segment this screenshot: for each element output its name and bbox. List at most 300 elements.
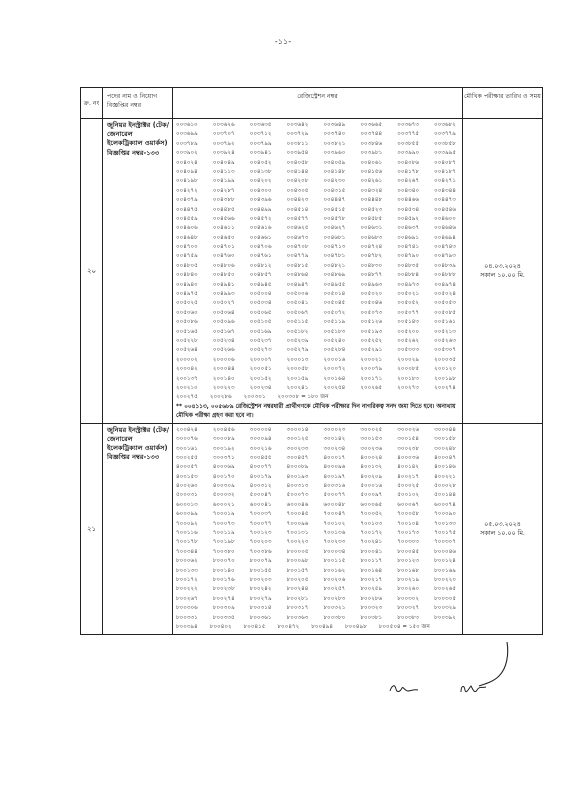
registration-number: ০০৪৪৬৬ bbox=[397, 197, 420, 204]
registration-number: ৩০০০২৫ bbox=[360, 426, 383, 433]
registration-number: ৪০০১৯৩ bbox=[286, 473, 309, 480]
registration-number: ৪০০১৭৯ bbox=[249, 473, 272, 480]
registration-line bbox=[176, 365, 460, 374]
registration-number: ০০৪০৫৮ bbox=[286, 159, 309, 166]
registration-number: ৭০০০৯০ bbox=[434, 511, 456, 518]
interview-date-cell bbox=[463, 423, 543, 635]
registration-number: ০০৪৬২৫ bbox=[286, 225, 309, 232]
registration-line bbox=[176, 557, 460, 566]
registration-number: ৮০০২০৬ bbox=[323, 576, 346, 583]
registration-number: ৮০০১২৪ bbox=[434, 558, 456, 565]
registration-number: ০০৪৩৭৯ bbox=[176, 197, 198, 204]
row-serial: ২১ bbox=[81, 423, 103, 635]
registration-number: ০০৪৫১৪ bbox=[286, 206, 309, 213]
registration-number: ০০৪২০২ bbox=[249, 178, 272, 185]
registration-number: ৭০০১৭৮ bbox=[176, 539, 198, 546]
registration-number: ৪০০১৫৩ bbox=[176, 473, 198, 480]
registration-number: ০০৩৮৫৮ bbox=[434, 140, 456, 147]
registration-number: ০০৫১০৫ bbox=[249, 319, 272, 326]
registration-line bbox=[176, 177, 460, 186]
registration-number: ২০০০১৩ bbox=[286, 356, 309, 363]
registration-number: ৭০০১৩১ bbox=[286, 530, 309, 537]
registration-number: ০০৪৮৫০ bbox=[212, 272, 235, 279]
registration-number: ৮০০২৬৫ bbox=[434, 586, 456, 593]
registration-number: ৮০০০৩৪ bbox=[323, 548, 346, 555]
registration-number: ০০৫২১৩ bbox=[434, 328, 456, 335]
registration-number: ৮০০২২০ bbox=[434, 576, 456, 583]
registration-number: ২০০০২৯ bbox=[397, 356, 420, 363]
registration-number: ৭০০০৪৭ bbox=[323, 511, 346, 518]
registration-number: ০০৪৬৫০ bbox=[212, 234, 235, 241]
registration-number: ৮০০১৭৬ bbox=[212, 576, 235, 583]
registration-number: ৭০০২৩৩ bbox=[323, 539, 346, 546]
registration-number: ০০৪৭৪৩ bbox=[434, 244, 456, 251]
registration-number: ০০৪৬৬১ bbox=[249, 234, 272, 241]
registration-number: ৩০০২৩৮ bbox=[397, 445, 420, 452]
registration-number: ৮০০৩৮৩ bbox=[397, 614, 420, 621]
registration-line bbox=[176, 262, 460, 271]
registration-number: ৮০০০৪১ bbox=[360, 548, 383, 555]
registration-number: ২০০১২০ bbox=[434, 366, 456, 373]
registration-number: ৮০০৩৬৩ bbox=[286, 614, 309, 621]
registration-number: ০০৫২৬৬ bbox=[212, 347, 235, 354]
registration-number: ৭০০১০৩ bbox=[360, 520, 383, 527]
registration-number: ০০৩৬৬৫ bbox=[360, 122, 383, 128]
registration-line bbox=[176, 538, 460, 547]
registration-number: ০০৪৯৭৪ bbox=[434, 281, 456, 288]
registration-number: ০০৪৩৪০ bbox=[397, 187, 420, 194]
registration-line bbox=[176, 623, 460, 632]
registration-number: ০০৩৯৯০ bbox=[397, 150, 420, 157]
registration-number: ০০৩৯০২ bbox=[176, 150, 198, 157]
registration-line bbox=[176, 393, 460, 402]
registration-number: ৭০০১৭৩ bbox=[397, 530, 420, 537]
registration-number: ০০৪৬৩৭ bbox=[397, 225, 420, 232]
registration-number: ৮০০৫০৪ = ১৫০ জন bbox=[378, 623, 430, 630]
registration-number: ০০৩৬৪৯ bbox=[323, 122, 346, 128]
registration-number: ০০৪৮৬৯ bbox=[323, 272, 346, 279]
registration-number: ০০৪৪৯৯ bbox=[249, 206, 272, 213]
registration-number: ৭০০১০৪ bbox=[397, 520, 420, 527]
registration-number: ০০৫০০৪ bbox=[249, 291, 272, 298]
registration-number: ০০৩৯৯৫ bbox=[434, 150, 456, 157]
registration-number: ০০৪৮৩৫ bbox=[397, 262, 420, 269]
registration-line bbox=[176, 271, 460, 280]
registration-line bbox=[176, 520, 460, 529]
registration-number: ০০৫১৬৭ bbox=[212, 328, 235, 335]
registration-number: ০০৪৬৮৩ bbox=[360, 234, 383, 241]
registration-number: ৮০০৩৯২ bbox=[434, 614, 456, 621]
registration-number: ০০৪৭০৬ bbox=[249, 244, 272, 251]
registration-number: ২০০০৫৮ bbox=[286, 366, 309, 373]
registration-line bbox=[176, 473, 460, 482]
registration-number: ০০৪৫৭৮ bbox=[323, 215, 346, 222]
registration-number: ০০৪০৯৪ bbox=[176, 168, 198, 175]
registration-number: ৭০০০৯২ bbox=[176, 520, 198, 527]
registration-number: ০০৪৭০১ bbox=[212, 244, 235, 251]
registration-number: ০০৪৯৭৫ bbox=[176, 291, 198, 298]
registration-number: ০০৪৮৪০ bbox=[176, 272, 198, 279]
registration-number: ০০৪৩০৫ bbox=[286, 187, 309, 194]
registration-number: ০০৫২৬২ bbox=[397, 337, 420, 344]
registration-number: ৪০০২০৯ bbox=[360, 473, 383, 480]
registration-number: ৩০০৪৫৭ bbox=[286, 454, 309, 461]
registration-number: ৮০০৪০২ bbox=[209, 623, 232, 630]
registration-number: ০০৫১২৬ bbox=[360, 319, 383, 326]
registration-number: ০০৩৭৪০ bbox=[323, 131, 346, 138]
registration-number: ০০৪০৪৯ bbox=[212, 159, 235, 166]
registration-number: ০০৪০৫২ bbox=[249, 159, 272, 166]
registration-line bbox=[176, 454, 460, 463]
registration-number: ৬০০০৯৯ bbox=[176, 511, 198, 518]
registration-number: ০০৪৯৫৫ bbox=[323, 281, 346, 288]
registration-number: ২০০০৮৫ bbox=[397, 366, 420, 373]
registration-number: ০০৪৮৬৪ bbox=[286, 272, 309, 279]
registration-number: ২০০০৩৫ bbox=[434, 356, 456, 363]
registration-number: ৬০০০২১ bbox=[212, 501, 235, 508]
registration-number: ০০৪৩২৪ bbox=[360, 187, 383, 194]
registration-number: ৭০০০৯৬ bbox=[286, 520, 309, 527]
registration-number: ৭০০০৫৮ bbox=[397, 511, 420, 518]
registration-number: ০০৪৫৪৬ bbox=[434, 206, 456, 213]
registration-number: ০০৫১১৫ bbox=[286, 319, 309, 326]
registration-number: ৪০০১৪৬ bbox=[434, 464, 456, 471]
registration-number: ৮০০২৫৯ bbox=[360, 586, 383, 593]
registration-number: ৭০০০৩৭ bbox=[249, 511, 272, 518]
registration-number: ০০৩৯৮১ bbox=[360, 150, 383, 157]
registration-line bbox=[176, 243, 460, 252]
registration-number: ০০৩৯৬০ bbox=[323, 150, 346, 157]
registration-number: ৪০০৩১৩ bbox=[286, 483, 309, 490]
registration-number: ৮০০৩০৯ bbox=[212, 605, 235, 612]
registration-number: ৮০০১৭২ bbox=[176, 576, 198, 583]
registration-number: ০০৫০২৪ bbox=[434, 291, 456, 298]
registration-number: ৮০০২৮৩ bbox=[323, 595, 346, 602]
registration-number: ০০৫০২০ bbox=[360, 291, 383, 298]
registration-line bbox=[176, 426, 460, 435]
registration-number: ০০৩৭৪৪ bbox=[360, 131, 383, 138]
registration-number: ৮০০৩০৫ bbox=[434, 595, 456, 602]
registration-number: ০০৪৫২৩ bbox=[360, 206, 383, 213]
registration-number: ৮০০০৪৬ bbox=[434, 548, 456, 555]
registration-number: ০০৪৯৪৭ bbox=[286, 281, 309, 288]
registration-number: ০০৫১৬১ bbox=[434, 319, 456, 326]
registration-number: ০০৪৩৪৪ bbox=[434, 187, 456, 194]
registration-number: ২০০৪২৪ bbox=[176, 426, 198, 433]
registration-number: ৩০০৪৫৫ bbox=[249, 454, 272, 461]
header-post: পদের নাম ও নিয়োগ বিজ্ঞপ্তির নম্বর bbox=[103, 88, 173, 119]
registration-line bbox=[176, 328, 460, 337]
registration-number: ০০৪৬৮১ bbox=[323, 234, 346, 241]
registration-line bbox=[176, 346, 460, 355]
registration-number: ০০৩৯৫৪ bbox=[286, 150, 309, 157]
registration-number: ০০৪৭৯০ bbox=[397, 253, 420, 260]
registration-line bbox=[176, 299, 460, 308]
interview-date: ০৫.০৩.২০২৪ bbox=[484, 521, 521, 529]
registration-line bbox=[176, 290, 460, 299]
registration-number: ২০০১৫২ bbox=[249, 375, 272, 382]
registration-line bbox=[176, 215, 460, 224]
registration-number: ০০৫১৯৩ bbox=[360, 328, 383, 335]
registration-number: ০০৪৬০৬ bbox=[176, 225, 198, 232]
post-name: জুনিয়র ইনস্ট্রাক্টর (টেক/জেনারেল ইলেকট্রিক্যাল ওয়ার্কস) বিজ্ঞপ্তির নম্বর-১৩৩ bbox=[103, 119, 173, 424]
registration-number: ০০৫২৩৯ bbox=[286, 337, 309, 344]
registration-number: ০০৪৮৩০ bbox=[360, 262, 383, 269]
registration-number: ০০৪৪৪৮ bbox=[360, 197, 383, 204]
registration-number: ২০০১৫৯ bbox=[286, 375, 309, 382]
registration-number: ০০৪৫৫৯ bbox=[176, 215, 198, 222]
registration-number: ৮০০২৮৬ bbox=[360, 595, 383, 602]
registration-number: ০০৫১৬৯ bbox=[249, 328, 272, 335]
registration-number: ০০৩৭৮৯ bbox=[176, 140, 198, 147]
registration-number: ৩০০০৭৬ bbox=[176, 436, 198, 443]
registration-number: ০০৫০৮৫ bbox=[434, 309, 456, 316]
registration-number: ০০৪৩১৫ bbox=[323, 187, 346, 194]
registration-line bbox=[176, 140, 460, 149]
registration-number: ০০৫০৭৩ bbox=[360, 309, 383, 316]
registration-number: ০০৩৬৯৯ bbox=[176, 131, 198, 138]
registration-number: ০০৫০২৭ bbox=[212, 300, 235, 307]
registration-line bbox=[176, 187, 460, 196]
registration-number: ২০০২৭৪ bbox=[434, 384, 456, 391]
registration-line bbox=[176, 252, 460, 261]
registration-number: ৫০০০২৫ bbox=[397, 483, 420, 490]
registration-number: ০০৪৯৪০ bbox=[176, 281, 198, 288]
registration-number: ২০০০০৭ bbox=[249, 356, 272, 363]
registration-number: ৮০০৩৯৪ bbox=[176, 623, 198, 630]
registration-line bbox=[176, 435, 460, 444]
registration-number: ৪০০১৭০ bbox=[212, 473, 235, 480]
registration-line bbox=[176, 196, 460, 205]
registration-number: ০০৪৮৩৯ bbox=[434, 262, 456, 269]
registration-number: ০০৫০৬৫ bbox=[249, 309, 272, 316]
registration-number: ০০৪৫১৫ bbox=[323, 206, 346, 213]
registration-number: ৮০০২৮১ bbox=[286, 595, 309, 602]
registration-number: ০০৪০৬১ bbox=[360, 159, 383, 166]
registration-number: ০০৫১৮৩ bbox=[323, 328, 346, 335]
registration-number: ০০৪০৫৯ bbox=[323, 159, 346, 166]
registration-number: ৪০০০৯৬ bbox=[323, 464, 346, 471]
registration-number: ৩০০০৪৪ bbox=[434, 426, 456, 433]
registration-number: ০০৪৬০০ bbox=[434, 215, 456, 222]
registration-number: ৩০০১৬১ bbox=[176, 445, 198, 452]
registration-number: ০০৪৪২৩ bbox=[286, 197, 309, 204]
registration-number: ০০৪১৪৪ bbox=[286, 168, 309, 175]
registration-number: ২০০০৭২ bbox=[323, 366, 346, 373]
registration-line bbox=[176, 604, 460, 613]
registration-number: ৩০০৩৭১ bbox=[212, 454, 235, 461]
registration-number: ০০৪৮১৫ bbox=[286, 262, 309, 269]
registration-number: ৪০০০২৪ bbox=[360, 454, 383, 461]
registration-number: ২০০২২৩ bbox=[212, 384, 235, 391]
registration-line bbox=[176, 491, 460, 500]
signature-right bbox=[455, 640, 513, 700]
registration-number: ৭০০৩৪৪ bbox=[176, 548, 198, 555]
registration-number: ০০৫২৯১ bbox=[360, 347, 383, 354]
registration-line bbox=[176, 318, 460, 327]
registration-number: ৭০০১১৯ bbox=[212, 530, 235, 537]
registration-number: ০০৪৫৯২ bbox=[397, 215, 420, 222]
registration-number: ০০৪২৩০ bbox=[323, 178, 346, 185]
registration-number: ০০৪৬৪৮ bbox=[176, 234, 198, 241]
registration-number: ৮০০২৪৪ bbox=[286, 586, 309, 593]
registration-number: ৫০০০৭৭ bbox=[323, 492, 346, 499]
registration-number: ০০৩৮২১ bbox=[323, 140, 346, 147]
registration-number: ৪০০০৬৯ bbox=[212, 464, 235, 471]
registration-number: ০০৪৯৬৩ bbox=[360, 281, 383, 288]
registration-number: ২০০০৪৪ bbox=[212, 366, 235, 373]
registration-number: ২০০২৭৫ bbox=[176, 394, 198, 401]
registration-number: ৮০০০৭০ bbox=[212, 558, 235, 565]
registration-number: ৫০০১৪৪ bbox=[434, 492, 456, 499]
registration-number: ৭০০০৭৭ bbox=[249, 520, 272, 527]
registration-number: ০০৪৩৮৮ bbox=[212, 197, 235, 204]
registration-number: ০০৪৮২১ bbox=[323, 262, 346, 269]
registration-number: ৬০০০৭৪ bbox=[434, 501, 456, 508]
registration-number: ০০৩৬২৬ bbox=[212, 122, 235, 128]
registration-number: ৬০০০৪১ bbox=[249, 501, 272, 508]
registration-number: ২০০২৮৬ bbox=[209, 394, 232, 401]
registration-number: ৮০০১৬২ bbox=[323, 567, 346, 574]
header-serial: ক্র. নং bbox=[81, 88, 103, 119]
registration-number: ৮০০৪৯৪ bbox=[311, 623, 334, 630]
registration-number: ৪০০০৫৭ bbox=[176, 464, 198, 471]
registration-number: ৮০০১২৩ bbox=[397, 558, 420, 565]
registration-number: ০০৪১৩৮ bbox=[249, 168, 272, 175]
registration-number: ০০৩৭৯২ bbox=[212, 140, 235, 147]
registration-number: ০০৪৭৯৩ bbox=[434, 253, 456, 260]
registration-number: ২০০২৫৪ bbox=[323, 384, 346, 391]
registration-number: ২০০১৮৩ bbox=[397, 375, 420, 382]
registration-number: ০০৪১৮৭ bbox=[434, 168, 456, 175]
registration-number: ০০৫২৩৭ bbox=[249, 337, 272, 344]
registration-number: ২০০৩০৮ = ১৮০ জন bbox=[277, 394, 329, 401]
registration-number: ০০৪৮৭৭ bbox=[360, 272, 383, 279]
registration-number: ৪০০২১৭ bbox=[397, 473, 420, 480]
registration-number: ৮০০২৭৯ bbox=[249, 595, 272, 602]
registration-number: ৭০০১৭৫ bbox=[434, 530, 456, 537]
registration-number: ০০৪৪৮৫ bbox=[212, 206, 235, 213]
registration-number: ৮০০০৯৮ bbox=[286, 558, 309, 565]
registration-number: ২০০০৫১ bbox=[249, 366, 272, 373]
registration-number: ৮০০১৫৭ bbox=[286, 567, 309, 574]
registration-numbers bbox=[173, 119, 463, 424]
page-number: -১১- bbox=[274, 37, 292, 46]
registration-number: ০০৫০০৬ bbox=[286, 291, 309, 298]
registration-number: ৪০০০৮৯ bbox=[286, 464, 309, 471]
registration-number: ০০৫০২১ bbox=[397, 291, 420, 298]
registration-number: ০০৪৫৭৭ bbox=[286, 215, 309, 222]
registration-line bbox=[176, 159, 460, 168]
registration-number: ৭০০১৩৬ bbox=[323, 530, 346, 537]
registration-number: ৭০০০৭৩ bbox=[212, 520, 235, 527]
registration-number: ০০৫২৪০ bbox=[323, 337, 346, 344]
registration-number: ৬০০০১৩ bbox=[176, 501, 198, 508]
registration-number: ৭০০০১৯ bbox=[212, 511, 235, 518]
registration-number: ২০০২১০ bbox=[176, 384, 198, 391]
registration-number: ০০৪০৮৬ bbox=[397, 159, 420, 166]
registration-number: ৩০০০৯৪ bbox=[249, 436, 272, 443]
registration-number: ০০৪৭৬১ bbox=[249, 253, 272, 260]
row-serial: ২০ bbox=[81, 119, 103, 424]
registration-number: ০০৪৮০৫ bbox=[176, 262, 198, 269]
header-registration: রেজিস্ট্রেশন নম্বর bbox=[173, 88, 463, 119]
registration-number: ৭০০১১৬ bbox=[176, 530, 198, 537]
registration-number: ০০৪৭৮১ bbox=[323, 253, 346, 260]
registration-number: ৪০০০৪৭ bbox=[434, 454, 456, 461]
registration-number: ০০৩৯৪১ bbox=[249, 150, 272, 157]
registration-number: ৭০০৩০৩ bbox=[397, 539, 420, 546]
registration-line bbox=[176, 384, 460, 393]
registration-number: ০০৩৭২৯ bbox=[286, 131, 309, 138]
registration-number: ০০৪৭৮২ bbox=[360, 253, 383, 260]
registration-number: ৪০০৩০৯ bbox=[212, 483, 235, 490]
registration-number: ০০৪৮৫৭ bbox=[249, 272, 272, 279]
registration-line bbox=[176, 482, 460, 491]
registration-line bbox=[176, 168, 460, 177]
registration-number: ৪০০২৬০ bbox=[176, 483, 198, 490]
registration-number: ০০৪৭৭৯ bbox=[286, 253, 309, 260]
registration-number: ৪০০০৭৭ bbox=[249, 464, 272, 471]
registration-number: ০০৩৯২৪ bbox=[212, 150, 235, 157]
registration-number: ০০৪৬১৬ bbox=[249, 225, 272, 232]
registration-number: ২০০৩০১ bbox=[243, 394, 266, 401]
registration-number: ৮০০৪১৫ bbox=[243, 623, 266, 630]
registration-number: ০০৩৮১১ bbox=[286, 140, 309, 147]
registration-number: ৭০০২২৩ bbox=[286, 539, 309, 546]
registration-number: ০০৪৫৬৬ bbox=[212, 215, 235, 222]
registration-number: ০০৪৫৮৫ bbox=[360, 215, 383, 222]
registration-number: ৮০০৩৮০ bbox=[323, 614, 346, 621]
registration-number: ৩০০১৫৪ bbox=[397, 436, 420, 443]
registration-number: ৭০০১৩৩ bbox=[434, 520, 456, 527]
interview-time: সকাল ১০.০০ মি. bbox=[480, 530, 525, 538]
registration-number: ২০০০০৬ bbox=[212, 356, 235, 363]
registration-number: ২০০১৪০ bbox=[212, 375, 235, 382]
registration-number: ০০৫০৮৬ bbox=[176, 319, 198, 326]
registration-number: ০০৪২৮৭ bbox=[212, 187, 235, 194]
registration-number: ৮০০২৫৭ bbox=[323, 586, 346, 593]
registration-number: ০০৫০৯৬ bbox=[212, 319, 235, 326]
registration-line bbox=[176, 510, 460, 519]
registration-number: ৮০০২৭৪ bbox=[212, 595, 235, 602]
registration-number: ৬০০০৬৫ bbox=[360, 501, 383, 508]
registration-number: ৮০০১১৭ bbox=[360, 558, 383, 565]
registration-line bbox=[176, 206, 460, 215]
registration-number: ৫০০০২৮ bbox=[434, 483, 456, 490]
registration-number: ২০০০২১ bbox=[360, 356, 383, 363]
registration-number: ৮০০৪৭২ bbox=[277, 623, 300, 630]
registration-number: ৮০০০৭৯ bbox=[249, 558, 272, 565]
registration-number: ৪০০০১৭ bbox=[323, 454, 346, 461]
registration-number: ৮০০৩১৭ bbox=[286, 605, 309, 612]
registration-number: ৮০০২১৭ bbox=[360, 576, 383, 583]
registration-number: ০০৫০৫২ bbox=[397, 300, 420, 307]
registration-number: ৩০০১৯২ bbox=[212, 445, 235, 452]
registration-number: ০০৫২৬৪ bbox=[176, 347, 198, 354]
registration-number: ০০৫২৫২ bbox=[360, 337, 383, 344]
registration-number: ০০৫০৪১ bbox=[286, 300, 309, 307]
registration-number: ৭০০০৪৫ bbox=[286, 511, 309, 518]
header-row bbox=[81, 88, 543, 119]
registration-number: ৮০০৩১৪ bbox=[249, 605, 272, 612]
registration-number: ০০৪৫৭২ bbox=[249, 215, 272, 222]
registration-number: ৫০০০৭৩ bbox=[286, 492, 309, 499]
registration-number: ২০০২৬৫ bbox=[360, 384, 383, 391]
registration-number: ০০৫২০০ bbox=[397, 328, 420, 335]
registration-number: ০০৪৩৯৬ bbox=[249, 197, 272, 204]
registration-number: ৫০০০৪৭ bbox=[249, 492, 272, 499]
